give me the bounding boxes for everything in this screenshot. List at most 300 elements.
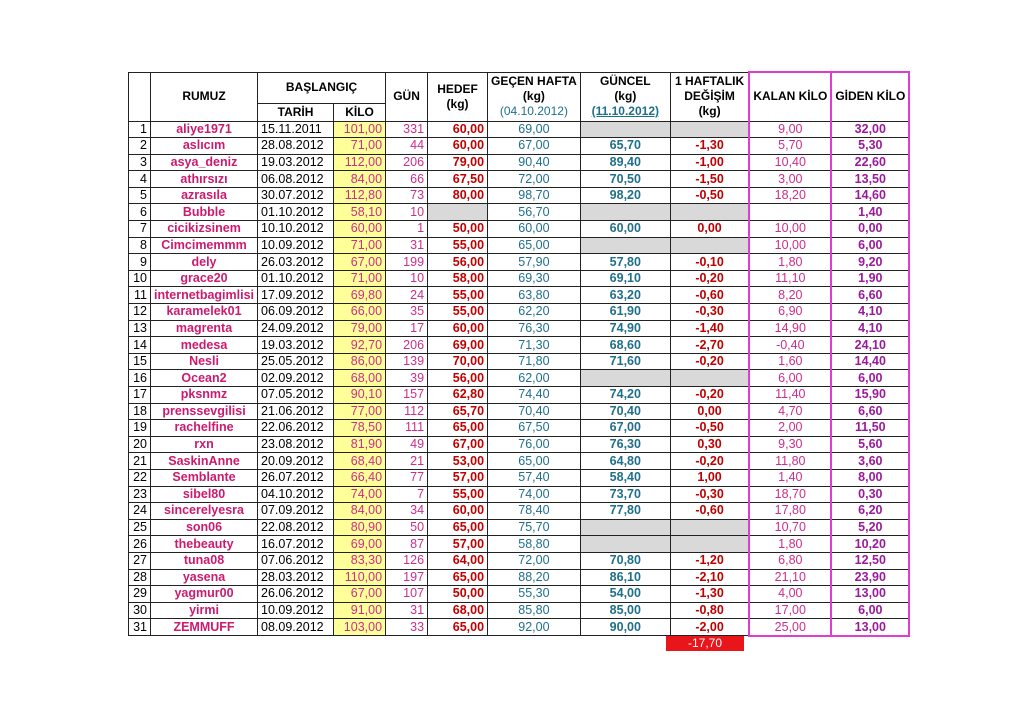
hedef-title: HEDEF bbox=[437, 81, 478, 96]
degisim-title2: DEĞİŞİM bbox=[684, 89, 735, 103]
row-number: 29 bbox=[129, 586, 151, 603]
row-kalan: 4,00 bbox=[749, 586, 831, 603]
row-giden: 14,40 bbox=[831, 353, 909, 370]
row-number: 31 bbox=[129, 619, 151, 636]
row-tarih: 10.09.2012 bbox=[258, 602, 334, 619]
row-kilo: 60,00 bbox=[334, 221, 386, 238]
row-gun: 197 bbox=[386, 569, 428, 586]
row-kalan: 10,40 bbox=[749, 154, 831, 171]
row-kilo: 71,00 bbox=[334, 138, 386, 155]
row-kalan: 6,80 bbox=[749, 552, 831, 569]
row-hedef: 50,00 bbox=[428, 221, 488, 238]
row-tarih: 20.09.2012 bbox=[258, 453, 334, 470]
row-guncel bbox=[580, 519, 670, 536]
row-tarih: 22.06.2012 bbox=[258, 420, 334, 437]
row-gun: 77 bbox=[386, 469, 428, 486]
row-kilo: 69,00 bbox=[334, 536, 386, 553]
table-row bbox=[129, 370, 910, 387]
row-giden: 24,10 bbox=[831, 337, 909, 354]
row-guncel: 71,60 bbox=[580, 353, 670, 370]
row-gun: 139 bbox=[386, 353, 428, 370]
row-hedef: 67,50 bbox=[428, 171, 488, 188]
row-number: 27 bbox=[129, 552, 151, 569]
row-gecen-hafta: 56,70 bbox=[488, 204, 581, 221]
row-kalan: -0,40 bbox=[749, 337, 831, 354]
row-giden: 9,20 bbox=[831, 254, 909, 271]
row-kalan: 10,70 bbox=[749, 519, 831, 536]
row-gecen-hafta: 62,00 bbox=[488, 370, 581, 387]
table-row bbox=[129, 204, 910, 221]
row-tarih: 06.08.2012 bbox=[258, 171, 334, 188]
header-guncel bbox=[580, 72, 670, 121]
table-row bbox=[129, 353, 910, 370]
row-number: 24 bbox=[129, 503, 151, 520]
row-kilo: 91,00 bbox=[334, 602, 386, 619]
row-gecen-hafta: 57,40 bbox=[488, 469, 581, 486]
row-number: 25 bbox=[129, 519, 151, 536]
row-kalan: 1,80 bbox=[749, 254, 831, 271]
row-tarih: 30.07.2012 bbox=[258, 187, 334, 204]
row-hedef: 57,00 bbox=[428, 469, 488, 486]
row-hedef: 56,00 bbox=[428, 254, 488, 271]
row-giden: 12,50 bbox=[831, 552, 909, 569]
table-row bbox=[129, 187, 910, 204]
row-kilo: 84,00 bbox=[334, 171, 386, 188]
row-degisim: -0,60 bbox=[670, 287, 749, 304]
header-hedef bbox=[428, 72, 488, 121]
row-number: 22 bbox=[129, 469, 151, 486]
row-hedef: 68,00 bbox=[428, 602, 488, 619]
row-kilo: 58,10 bbox=[334, 204, 386, 221]
row-giden: 13,50 bbox=[831, 171, 909, 188]
row-giden: 5,30 bbox=[831, 138, 909, 155]
row-tarih: 24.09.2012 bbox=[258, 320, 334, 337]
row-kalan: 2,00 bbox=[749, 420, 831, 437]
header-baslangic: BAŞLANGIÇ bbox=[258, 72, 386, 103]
row-kilo: 112,80 bbox=[334, 187, 386, 204]
row-number: 10 bbox=[129, 270, 151, 287]
row-hedef: 65,00 bbox=[428, 619, 488, 636]
guncel-unit: (kg) bbox=[614, 89, 637, 103]
row-tarih: 10.09.2012 bbox=[258, 237, 334, 254]
row-guncel: 77,80 bbox=[580, 503, 670, 520]
row-rumuz: SaskinAnne bbox=[151, 453, 258, 470]
row-degisim: -0,60 bbox=[670, 503, 749, 520]
row-degisim: -1,00 bbox=[670, 154, 749, 171]
row-giden: 5,60 bbox=[831, 436, 909, 453]
row-rumuz: cicikizsinem bbox=[151, 221, 258, 238]
table-row bbox=[129, 287, 910, 304]
row-number: 13 bbox=[129, 320, 151, 337]
row-guncel: 61,90 bbox=[580, 304, 670, 321]
row-number: 23 bbox=[129, 486, 151, 503]
row-gun: 31 bbox=[386, 237, 428, 254]
row-degisim bbox=[670, 204, 749, 221]
row-guncel: 74,20 bbox=[580, 387, 670, 404]
row-kilo: 77,00 bbox=[334, 403, 386, 420]
row-kilo: 80,90 bbox=[334, 519, 386, 536]
row-rumuz: aliye1971 bbox=[151, 121, 258, 138]
row-tarih: 28.08.2012 bbox=[258, 138, 334, 155]
row-kalan: 10,00 bbox=[749, 237, 831, 254]
row-tarih: 26.06.2012 bbox=[258, 586, 334, 603]
row-guncel: 70,80 bbox=[580, 552, 670, 569]
row-gecen-hafta: 55,30 bbox=[488, 586, 581, 603]
row-rumuz: tuna08 bbox=[151, 552, 258, 569]
row-tarih: 26.07.2012 bbox=[258, 469, 334, 486]
row-tarih: 07.06.2012 bbox=[258, 552, 334, 569]
row-hedef: 57,00 bbox=[428, 536, 488, 553]
row-tarih: 10.10.2012 bbox=[258, 221, 334, 238]
row-kilo: 71,00 bbox=[334, 270, 386, 287]
table-row bbox=[129, 586, 910, 603]
row-guncel: 69,10 bbox=[580, 270, 670, 287]
row-rumuz: son06 bbox=[151, 519, 258, 536]
row-number: 9 bbox=[129, 254, 151, 271]
header-gun: GÜN bbox=[386, 72, 428, 121]
row-giden: 10,20 bbox=[831, 536, 909, 553]
row-degisim bbox=[670, 121, 749, 138]
gecen-unit: (kg) bbox=[522, 89, 545, 103]
row-tarih: 07.09.2012 bbox=[258, 503, 334, 520]
row-degisim: 0,00 bbox=[670, 403, 749, 420]
row-rumuz: rxn bbox=[151, 436, 258, 453]
row-gun: 33 bbox=[386, 619, 428, 636]
row-rumuz: prenssevgilisi bbox=[151, 403, 258, 420]
row-gun: 66 bbox=[386, 171, 428, 188]
row-rumuz: Ocean2 bbox=[151, 370, 258, 387]
header-number bbox=[129, 72, 151, 121]
row-gecen-hafta: 90,40 bbox=[488, 154, 581, 171]
row-number: 30 bbox=[129, 602, 151, 619]
row-gun: 34 bbox=[386, 503, 428, 520]
row-degisim: 0,30 bbox=[670, 436, 749, 453]
row-guncel bbox=[580, 536, 670, 553]
row-kalan: 14,90 bbox=[749, 320, 831, 337]
row-gun: 87 bbox=[386, 536, 428, 553]
row-gecen-hafta: 92,00 bbox=[488, 619, 581, 636]
row-tarih: 26.03.2012 bbox=[258, 254, 334, 271]
row-tarih: 06.09.2012 bbox=[258, 304, 334, 321]
row-kalan: 5,70 bbox=[749, 138, 831, 155]
row-hedef: 60,00 bbox=[428, 121, 488, 138]
row-degisim: -0,50 bbox=[670, 187, 749, 204]
row-kilo: 112,00 bbox=[334, 154, 386, 171]
row-gun: 39 bbox=[386, 370, 428, 387]
row-kilo: 66,00 bbox=[334, 304, 386, 321]
row-rumuz: yasena bbox=[151, 569, 258, 586]
row-kalan: 1,80 bbox=[749, 536, 831, 553]
row-gun: 157 bbox=[386, 387, 428, 404]
row-kalan: 18,20 bbox=[749, 187, 831, 204]
row-guncel: 58,40 bbox=[580, 469, 670, 486]
row-number: 7 bbox=[129, 221, 151, 238]
row-rumuz: ZEMMUFF bbox=[151, 619, 258, 636]
header-gecen-hafta bbox=[488, 72, 581, 121]
row-kilo: 69,80 bbox=[334, 287, 386, 304]
row-degisim: -1,40 bbox=[670, 320, 749, 337]
table-row bbox=[129, 387, 910, 404]
row-rumuz: sincerelyesra bbox=[151, 503, 258, 520]
gecen-title: GEÇEN HAFTA bbox=[491, 74, 577, 88]
degisim-title1: 1 HAFTALIK bbox=[675, 74, 745, 88]
row-kalan: 6,90 bbox=[749, 304, 831, 321]
row-gun: 206 bbox=[386, 154, 428, 171]
row-kilo: 81,90 bbox=[334, 436, 386, 453]
row-hedef: 55,00 bbox=[428, 486, 488, 503]
row-rumuz: aslıcım bbox=[151, 138, 258, 155]
row-giden: 23,90 bbox=[831, 569, 909, 586]
row-gun: 10 bbox=[386, 270, 428, 287]
row-tarih: 25.05.2012 bbox=[258, 353, 334, 370]
row-rumuz: dely bbox=[151, 254, 258, 271]
row-hedef: 67,00 bbox=[428, 436, 488, 453]
row-hedef: 55,00 bbox=[428, 287, 488, 304]
row-gecen-hafta: 98,70 bbox=[488, 187, 581, 204]
header-degisim bbox=[670, 72, 749, 121]
row-degisim: -0,20 bbox=[670, 353, 749, 370]
row-degisim: 1,00 bbox=[670, 469, 749, 486]
header-kilo: KİLO bbox=[334, 103, 386, 121]
row-giden: 6,60 bbox=[831, 287, 909, 304]
row-tarih: 01.10.2012 bbox=[258, 204, 334, 221]
row-kilo: 84,00 bbox=[334, 503, 386, 520]
row-giden: 6,20 bbox=[831, 503, 909, 520]
row-number: 19 bbox=[129, 420, 151, 437]
row-giden: 4,10 bbox=[831, 320, 909, 337]
table-row bbox=[129, 304, 910, 321]
row-gecen-hafta: 58,80 bbox=[488, 536, 581, 553]
row-degisim: -2,10 bbox=[670, 569, 749, 586]
row-kilo: 67,00 bbox=[334, 254, 386, 271]
row-degisim: -0,10 bbox=[670, 254, 749, 271]
table-row bbox=[129, 602, 910, 619]
row-gun: 7 bbox=[386, 486, 428, 503]
row-number: 4 bbox=[129, 171, 151, 188]
row-kalan: 11,40 bbox=[749, 387, 831, 404]
row-gecen-hafta: 78,40 bbox=[488, 503, 581, 520]
table-row bbox=[129, 337, 910, 354]
row-gun: 73 bbox=[386, 187, 428, 204]
row-kilo: 90,10 bbox=[334, 387, 386, 404]
row-gecen-hafta: 74,40 bbox=[488, 387, 581, 404]
row-gecen-hafta: 67,50 bbox=[488, 420, 581, 437]
row-kilo: 68,40 bbox=[334, 453, 386, 470]
row-gecen-hafta: 76,00 bbox=[488, 436, 581, 453]
row-kalan bbox=[749, 204, 831, 221]
row-tarih: 15.11.2011 bbox=[258, 121, 334, 138]
row-guncel: 70,40 bbox=[580, 403, 670, 420]
row-degisim: -0,30 bbox=[670, 304, 749, 321]
row-gun: 107 bbox=[386, 586, 428, 603]
row-kalan: 3,00 bbox=[749, 171, 831, 188]
row-kalan: 11,10 bbox=[749, 270, 831, 287]
row-kalan: 1,60 bbox=[749, 353, 831, 370]
row-degisim: -2,70 bbox=[670, 337, 749, 354]
row-rumuz: sibel80 bbox=[151, 486, 258, 503]
table-row bbox=[129, 436, 910, 453]
row-gecen-hafta: 60,00 bbox=[488, 221, 581, 238]
row-degisim: -1,30 bbox=[670, 586, 749, 603]
row-rumuz: Bubble bbox=[151, 204, 258, 221]
row-guncel: 60,00 bbox=[580, 221, 670, 238]
row-rumuz: yirmi bbox=[151, 602, 258, 619]
row-gun: 206 bbox=[386, 337, 428, 354]
row-guncel: 68,60 bbox=[580, 337, 670, 354]
table-row bbox=[129, 237, 910, 254]
row-rumuz: Semblante bbox=[151, 469, 258, 486]
row-gun: 31 bbox=[386, 602, 428, 619]
row-kalan: 1,40 bbox=[749, 469, 831, 486]
header-kalan: KALAN KİLO bbox=[749, 72, 831, 121]
row-hedef: 65,00 bbox=[428, 420, 488, 437]
row-gun: 112 bbox=[386, 403, 428, 420]
row-hedef: 69,00 bbox=[428, 337, 488, 354]
row-kalan: 4,70 bbox=[749, 403, 831, 420]
header-rumuz: RUMUZ bbox=[151, 72, 258, 121]
table-row bbox=[129, 121, 910, 138]
row-hedef: 60,00 bbox=[428, 503, 488, 520]
row-kilo: 110,00 bbox=[334, 569, 386, 586]
row-hedef: 60,00 bbox=[428, 138, 488, 155]
row-gecen-hafta: 76,30 bbox=[488, 320, 581, 337]
table-row bbox=[129, 552, 910, 569]
row-number: 1 bbox=[129, 121, 151, 138]
row-kilo: 71,00 bbox=[334, 237, 386, 254]
total-change: -17,70 bbox=[666, 636, 744, 651]
header-tarih: TARİH bbox=[258, 103, 334, 121]
row-gun: 1 bbox=[386, 221, 428, 238]
row-rumuz: yagmur00 bbox=[151, 586, 258, 603]
row-rumuz: pksnmz bbox=[151, 387, 258, 404]
row-number: 18 bbox=[129, 403, 151, 420]
row-kilo: 68,00 bbox=[334, 370, 386, 387]
row-degisim bbox=[670, 370, 749, 387]
row-tarih: 17.09.2012 bbox=[258, 287, 334, 304]
row-number: 20 bbox=[129, 436, 151, 453]
row-gecen-hafta: 62,20 bbox=[488, 304, 581, 321]
row-hedef: 55,00 bbox=[428, 237, 488, 254]
row-rumuz: grace20 bbox=[151, 270, 258, 287]
row-number: 11 bbox=[129, 287, 151, 304]
row-hedef bbox=[428, 204, 488, 221]
row-giden: 6,60 bbox=[831, 403, 909, 420]
row-hedef: 80,00 bbox=[428, 187, 488, 204]
row-guncel: 85,00 bbox=[580, 602, 670, 619]
row-hedef: 65,00 bbox=[428, 569, 488, 586]
row-guncel bbox=[580, 204, 670, 221]
row-gun: 49 bbox=[386, 436, 428, 453]
row-gun: 199 bbox=[386, 254, 428, 271]
row-number: 17 bbox=[129, 387, 151, 404]
row-giden: 0,30 bbox=[831, 486, 909, 503]
table-row bbox=[129, 254, 910, 271]
row-guncel: 70,50 bbox=[580, 171, 670, 188]
row-rumuz: Nesli bbox=[151, 353, 258, 370]
table-row bbox=[129, 138, 910, 155]
row-degisim bbox=[670, 536, 749, 553]
row-guncel: 64,80 bbox=[580, 453, 670, 470]
row-rumuz: rachelfine bbox=[151, 420, 258, 437]
row-tarih: 23.08.2012 bbox=[258, 436, 334, 453]
row-tarih: 08.09.2012 bbox=[258, 619, 334, 636]
row-hedef: 60,00 bbox=[428, 320, 488, 337]
row-tarih: 07.05.2012 bbox=[258, 387, 334, 404]
table-row bbox=[129, 270, 910, 287]
row-tarih: 22.08.2012 bbox=[258, 519, 334, 536]
row-rumuz: athırsızı bbox=[151, 171, 258, 188]
row-number: 28 bbox=[129, 569, 151, 586]
table-body bbox=[129, 121, 910, 636]
row-guncel bbox=[580, 237, 670, 254]
row-gecen-hafta: 67,00 bbox=[488, 138, 581, 155]
row-guncel: 90,00 bbox=[580, 619, 670, 636]
row-kalan: 25,00 bbox=[749, 619, 831, 636]
row-kilo: 74,00 bbox=[334, 486, 386, 503]
row-hedef: 79,00 bbox=[428, 154, 488, 171]
row-gun: 126 bbox=[386, 552, 428, 569]
row-number: 8 bbox=[129, 237, 151, 254]
row-gecen-hafta: 57,90 bbox=[488, 254, 581, 271]
row-tarih: 01.10.2012 bbox=[258, 270, 334, 287]
row-guncel: 76,30 bbox=[580, 436, 670, 453]
row-degisim: -0,50 bbox=[670, 420, 749, 437]
row-kalan: 8,20 bbox=[749, 287, 831, 304]
row-gecen-hafta: 88,20 bbox=[488, 569, 581, 586]
row-number: 3 bbox=[129, 154, 151, 171]
row-rumuz: azrasıla bbox=[151, 187, 258, 204]
row-guncel: 89,40 bbox=[580, 154, 670, 171]
row-giden: 0,00 bbox=[831, 221, 909, 238]
row-number: 14 bbox=[129, 337, 151, 354]
table-row bbox=[129, 536, 910, 553]
row-kilo: 101,00 bbox=[334, 121, 386, 138]
row-tarih: 02.09.2012 bbox=[258, 370, 334, 387]
row-gecen-hafta: 72,00 bbox=[488, 171, 581, 188]
row-gecen-hafta: 74,00 bbox=[488, 486, 581, 503]
row-rumuz: asya_deniz bbox=[151, 154, 258, 171]
row-hedef: 70,00 bbox=[428, 353, 488, 370]
row-giden: 6,00 bbox=[831, 237, 909, 254]
weight-tracking-table bbox=[128, 71, 910, 637]
row-kilo: 92,70 bbox=[334, 337, 386, 354]
row-rumuz: thebeauty bbox=[151, 536, 258, 553]
row-guncel: 98,20 bbox=[580, 187, 670, 204]
row-degisim: -2,00 bbox=[670, 619, 749, 636]
row-giden: 6,00 bbox=[831, 370, 909, 387]
row-number: 26 bbox=[129, 536, 151, 553]
row-tarih: 04.10.2012 bbox=[258, 486, 334, 503]
row-gecen-hafta: 65,00 bbox=[488, 453, 581, 470]
row-giden: 8,00 bbox=[831, 469, 909, 486]
row-gun: 50 bbox=[386, 519, 428, 536]
row-giden: 22,60 bbox=[831, 154, 909, 171]
table-row bbox=[129, 503, 910, 520]
guncel-date: (11.10.2012) bbox=[591, 104, 659, 118]
row-kilo: 103,00 bbox=[334, 619, 386, 636]
row-gun: 35 bbox=[386, 304, 428, 321]
row-giden: 5,20 bbox=[831, 519, 909, 536]
row-degisim: -1,20 bbox=[670, 552, 749, 569]
row-giden: 15,90 bbox=[831, 387, 909, 404]
row-degisim: -0,20 bbox=[670, 270, 749, 287]
row-gun: 17 bbox=[386, 320, 428, 337]
row-degisim bbox=[670, 519, 749, 536]
guncel-title: GÜNCEL bbox=[599, 74, 651, 88]
degisim-unit: (kg) bbox=[698, 104, 721, 118]
table-row bbox=[129, 320, 910, 337]
gecen-date: (04.10.2012) bbox=[499, 104, 568, 118]
